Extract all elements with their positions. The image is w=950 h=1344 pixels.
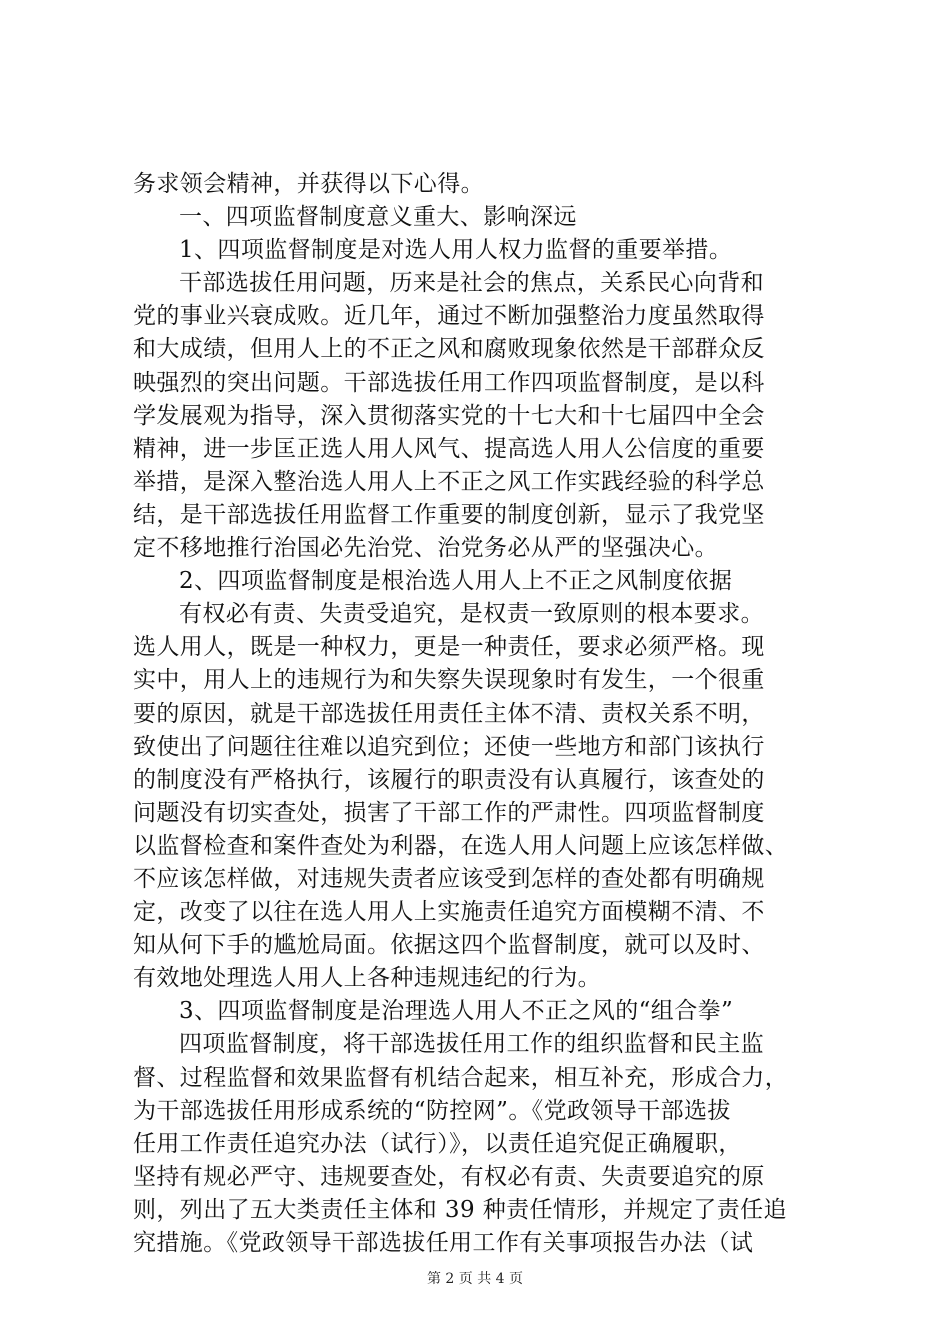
text-line: 要的原因，就是干部选拔任用责任主体不清、责权关系不明， (133, 700, 765, 727)
text-line: 结，是干部选拔任用监督工作重要的制度创新，显示了我党坚 (133, 501, 765, 528)
text-line: 1、四项监督制度是对选人用人权力监督的重要举措。 (179, 237, 733, 264)
text-line: 有效地处理选人用人上各种违规违纪的行为。 (133, 965, 601, 992)
text-line: 究措施。《党政领导干部选拔任用工作有关事项报告办法（试 (133, 1230, 754, 1256)
text-line: 映强烈的突出问题。干部选拔任用工作四项监督制度，是以科 (133, 369, 765, 396)
text-line: 党的事业兴衰成败。近几年，通过不断加强整治力度虽然取得 (133, 303, 765, 330)
text-line: 坚持有规必严守、违规要查处，有权必有责、失责要追究的原 (133, 1163, 765, 1190)
text-line: 定不移地推行治国必先治党、治党务必从严的坚强决心。 (133, 535, 718, 562)
text-line: 以监督检查和案件查处为利器，在选人用人问题上应该怎样做、 (133, 832, 789, 859)
text-line: 和大成绩，但用人上的不正之风和腐败现象依然是干部群众反 (133, 336, 765, 363)
document-body (133, 168, 833, 1260)
text-line: 务求领会精神，并获得以下心得。 (133, 171, 484, 197)
text-line: 有权必有责、失责受追究，是权责一致原则的根本要求。 (179, 601, 764, 628)
text-line: 实中，用人上的违规行为和失察失误现象时有发生，一个很重 (133, 667, 765, 694)
text-line: 举措，是深入整治选人用人上不正之风工作实践经验的科学总 (133, 468, 765, 495)
text-line: 督、过程监督和效果监督有机结合起来，相互补充，形成合力， (133, 1064, 789, 1091)
text-line: 2、四项监督制度是根治选人用人上不正之风制度依据 (179, 568, 733, 595)
text-line: 致使出了问题往往难以追究到位；还使一些地方和部门该执行 (133, 733, 765, 760)
text-line: 问题没有切实查处，损害了干部工作的严肃性。四项监督制度 (133, 799, 765, 826)
text-line: 四项监督制度，将干部选拔任用工作的组织监督和民主监 (179, 1031, 764, 1058)
text-line: 定，改变了以往在选人用人上实施责任追究方面模糊不清、不 (133, 899, 765, 926)
text-line: 精神，进一步匡正选人用人风气、提高选人用人公信度的重要 (133, 435, 765, 462)
text-line: 知从何下手的尴尬局面。依据这四个监督制度，就可以及时、 (133, 932, 765, 959)
text-line: 学发展观为指导，深入贯彻落实党的十七大和十七届四中全会 (133, 402, 765, 429)
text-line: 则，列出了五大类责任主体和 39 种责任情形，并规定了责任追 (133, 1196, 787, 1223)
text-line: 不应该怎样做，对违规失责者应该受到怎样的查处都有明确规 (133, 865, 765, 892)
text-line: 任用工作责任追究办法（试行）》，以责任追究促正确履职， (133, 1130, 742, 1157)
text-line: 3、四项监督制度是治理选人用人不正之风的“组合拳” (179, 998, 734, 1025)
text-line: 选人用人，既是一种权力，更是一种责任，要求必须严格。现 (133, 634, 765, 661)
text-line: 一、四项监督制度意义重大、影响深远 (179, 204, 577, 231)
text-line: 干部选拔任用问题，历来是社会的焦点，关系民心向背和 (179, 270, 764, 297)
text-line: 的制度没有严格执行，该履行的职责没有认真履行，该查处的 (133, 766, 765, 793)
page-footer: 第 2 页 共 4 页 (426, 1271, 524, 1287)
text-line: 为干部选拔任用形成系统的“防控网”。《党政领导干部选拔 (133, 1097, 731, 1124)
